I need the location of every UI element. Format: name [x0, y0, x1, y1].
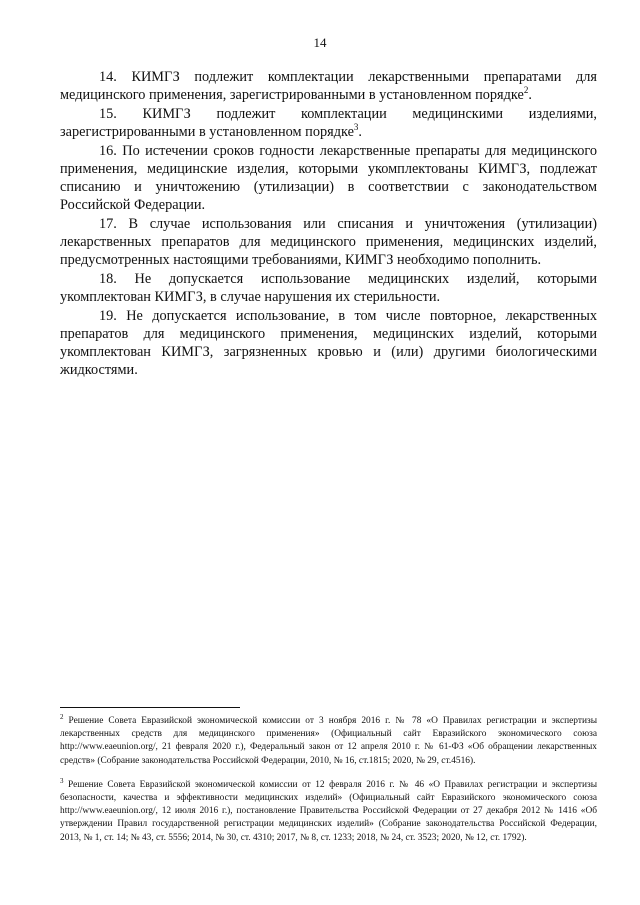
paragraph-text: 15. КИМГЗ подлежит комплектации медицинскими изделиями, зарегистрированными в установленном порядке — [60, 106, 597, 140]
footnote-ref: 2 — [523, 85, 529, 96]
footnote-mark: 2 — [60, 712, 64, 721]
footnote-text: Решение Совета Евразийской экономической комиссии от 3 ноября 2016 г. № 78 «О Правилах регистрации и экспертизы лекарственных средств для медицинского применения» (Официальный сайт Евразийского экономического союза http://www.eaeunion.org/, 21 февраля 2020 г.), Федеральный закон от 12 апреля 2010 г. № 61-ФЗ «Об обращении лекарственных средств» (Собрание законодательства Российской Федерации, 2010, № 16, ст.1815; 2020, № 29, ст.4516). — [60, 716, 597, 766]
paragraph-16: 16. По истечении сроков годности лекарственные препараты для медицинского применения, медицинские изделия, которыми укомплектованы КИМГЗ, подлежат списанию и уничтожению (утилизации) в соответствии с законодательством Российской Федерации. — [60, 143, 597, 213]
paragraph-19: 19. Не допускается использование, в том числе повторное, лекарственных препаратов для медицинского применения, медицинских изделий, которыми укомплектован КИМГЗ, загрязненных кровью и (или) другими биологическими жидкостями. — [60, 308, 597, 378]
paragraph-14 — [60, 68, 597, 104]
paragraph-15 — [60, 105, 597, 141]
footnote-2 — [60, 712, 597, 768]
footnote-separator — [60, 707, 240, 708]
footnote-ref: 3 — [353, 122, 359, 133]
paragraph-tail: . — [528, 87, 532, 103]
footnote-text: Решение Совета Евразийской экономической комиссии от 12 февраля 2016 г. № 46 «О Правилах регистрации и экспертизы безопасности, качества и эффективности медицинских изделий» (Официальный сайт Евразийского экономического союза http://www.eaeunion.org/, 12 июля 2016 г.), постановление Правительства Российской Федерации от 27 декабря 2012 № 1416 «Об утверждении Правил государственной регистрации медицинских изделий» (Собрание законодательства Российской Федерации, 2013, № 1, ст. 14; № 43, ст. 5556; 2014, № 30, ст. 4310; 2017, № 8, ст. 1233; 2018, № 24, ст. 3523; 2020, № 12, ст. 1792). — [60, 779, 597, 843]
paragraph-tail: . — [358, 124, 362, 140]
footnote-mark: 3 — [60, 776, 64, 785]
paragraph-17: 17. В случае использования или списания и уничтожения (утилизации) лекарственных препаратов для медицинского применения, медицинских изделий, предусмотренных настоящими требованиями, КИМГЗ необходимо пополнить. — [60, 216, 597, 268]
page-number: 14 — [313, 35, 327, 50]
paragraph-18: 18. Не допускается использование медицинских изделий, которыми укомплектован КИМГЗ, в случае нарушения их стерильности. — [60, 271, 597, 305]
main-text — [60, 68, 597, 379]
footnote-3 — [60, 776, 597, 845]
paragraph-text: 14. КИМГЗ подлежит комплектации лекарственными препаратами для медицинского применения, зарегистрированными в установленном порядке — [60, 69, 597, 103]
footnotes — [60, 712, 597, 845]
